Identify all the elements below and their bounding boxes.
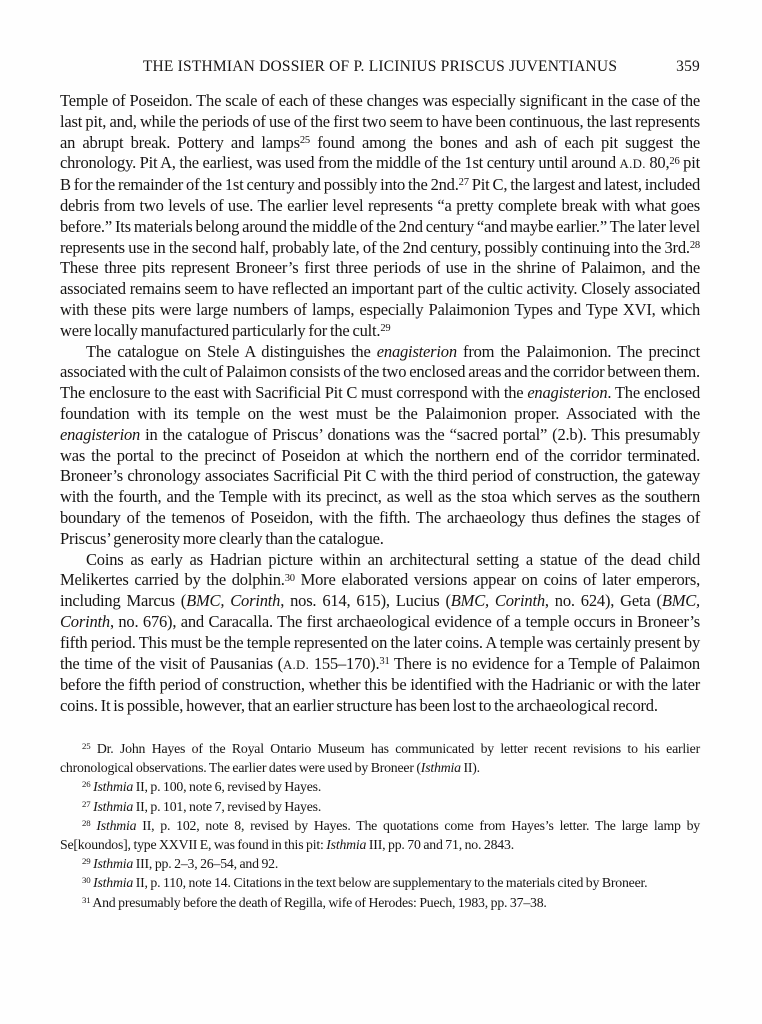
footnotes-block [60, 739, 700, 912]
body-paragraph-1: Temple of Poseidon. The scale of each of these changes was especially significant in the case of the last pit, and, while the periods of use of the first two seem to have been continuous, the last represents an abrupt break. Pottery and lamps$^{25}$ found among the bones and ash of each pit suggest the chronology. Pit A, the earliest, was used from the middle of the 1st century until around A.D. 80,26 pit B for the remainder of the 1st century and possibly into the 2nd.$^{27}$ Pit C, the largest and latest, included debris from two levels of use. The earlier level represents “a pretty complete break with what goes before.” Its materials belong around the middle of the 2nd century “and maybe earlier.” The later level represents use in the second half, probably late, of the 2nd century, possibly continuing into the 3rd.$^{28}$ These three pits represent Broneer’s first three periods of use in the shrine of Palaimon, and the associated remains seem to have reflected an important part of the cultic activity. Closely associated with these pits were large numbers of lamps, especially Palaimonion Types and Type XVI, which were locally manufactured particularly for the cult.$^{29}$ [60, 91, 700, 340]
footnote-30: $^{30}$ Isthmia II, p. 110, note 14. Citations in the text below are supplementary to the materials cited by Broneer. [82, 875, 648, 891]
article-body [60, 91, 700, 717]
footnote-29: $^{29}$ Isthmia III, pp. 2–3, 26–54, and 92. [82, 856, 279, 872]
page-number: 359 [676, 58, 700, 75]
running-head [60, 58, 700, 78]
footnote-26: $^{26}$ Isthmia II, p. 100, note 6, revised by Hayes. [82, 779, 322, 795]
footnote-25: $^{25}$ Dr. John Hayes of the Royal Ontario Museum has communicated by letter recent revisions to his earlier chronological observations. The earlier dates were used by Broneer (Isthmia II). [60, 740, 700, 776]
article-running-title: THE ISTHMIAN DOSSIER OF P. LICINIUS PRISCUS JUVENTIANUS [142, 58, 618, 75]
footnote-28: $^{28}$ Isthmia II, p. 102, note 8, revised by Hayes. The quotations come from Hayes’s letter. The large lamp by Se[koundos], type XXVII E, was found in this pit: Isthmia III, pp. 70 and 71, no. 2843. [60, 817, 701, 852]
footnote-27: $^{27}$ Isthmia II, p. 101, note 7, revised by Hayes. [82, 798, 322, 814]
footnote-31: $^{31}$ And presumably before the death of Regilla, wife of Herodes: Puech, 1983, pp. 37–38. [82, 894, 547, 910]
body-paragraph-2: The catalogue on Stele A distinguishes the enagisterion from the Palaimonion. The precinct associated with the cult of Palaimon consists of the two enclosed areas and the corridor between them. The enclosure to the east with Sacrificial Pit C must correspond with the enagisterion. The enclosed foundation with its temple on the west must be the Palaimonion proper. Associated with the enagisterion in the catalogue of Priscus’ donations was the “sacred portal” (2.b). This presumably was the portal to the precinct of Poseidon at which the northern end of the corridor terminated. Broneer’s chronology associates Sacrificial Pit C with the third period of construction, the gateway with the fourth, and the Temple with its precinct, as well as the stoa which serves as the southern boundary of the temenos of Poseidon, with the fifth. The archaeology thus defines the stages of Priscus’ generosity more clearly than the catalogue. [60, 341, 700, 548]
body-paragraph-3: Coins as early as Hadrian picture within an architectural setting a statue of the dead child Melikertes carried by the dolphin.$^{30}$ More elaborated versions appear on coins of later emperors, including Marcus (BMC, Corinth, nos. 614, 615), Lucius (BMC, Corinth, no. 624), Geta (BMC, Corinth, no. 676), and Caracalla. The first archaeological evidence of a temple occurs in Broneer’s fifth period. This must be the temple represented on the later coins. A temple was certainly present by the time of the visit of Pausanias (A.D. 155–170).$^{31}$ There is no evidence for a Temple of Palaimon before the fifth period of construction, whether this be identified with the Hadrianic or with the later coins. It is possible, however, that an earlier structure has been lost to the archaeological record. [60, 549, 700, 716]
